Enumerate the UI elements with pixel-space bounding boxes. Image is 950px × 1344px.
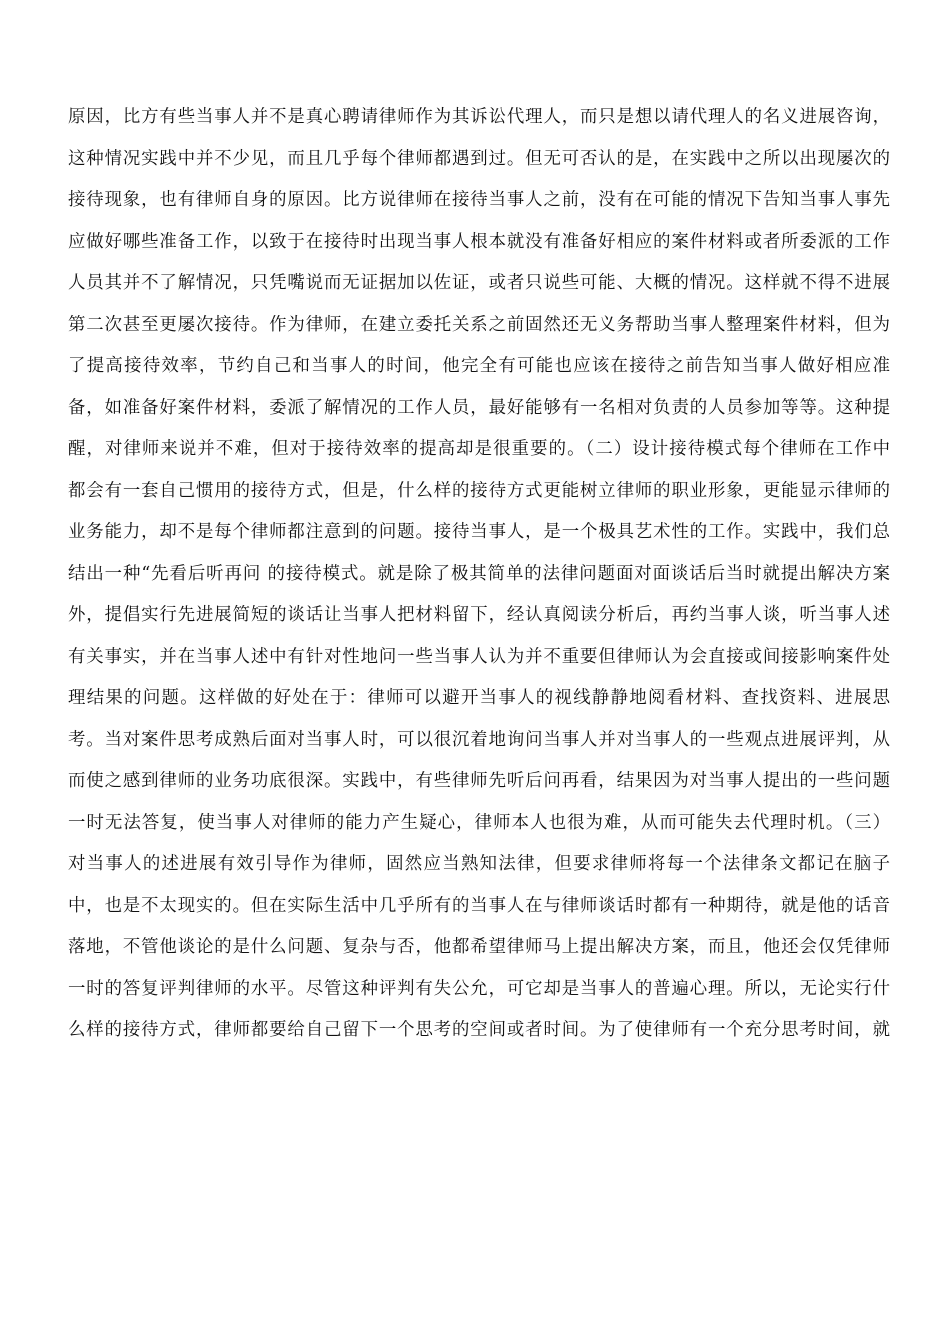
text-line: 备，如准备好案件材料，委派了解情况的工作人员，最好能够有一名相对负责的人员参加等等。这种提 (68, 397, 890, 418)
text-line: 而使之感到律师的业务功底很深。实践中，有些律师先听后问再看，结果因为对当事人提出的一些问题 (68, 771, 890, 791)
text-line: 结出一种“先看后听再问 的接待模式。就是除了极其简单的法律问题面对面谈话后当时就提出解决方案 (68, 563, 890, 584)
text-line: 接待现象，也有律师自身的原因。比方说律师在接待当事人之前，没有在可能的情况下告知当事人事先 (68, 190, 890, 210)
text-line: 原因，比方有些当事人并不是真心聘请律师作为其诉讼代理人，而只是想以请代理人的名义进展咨询， (68, 107, 890, 127)
text-line: 醒，对律师来说并不难，但对于接待效率的提高却是很重要的。（二）设计接待模式每个律师在工作中 (68, 439, 890, 459)
text-line: 第二次甚至更屡次接待。作为律师，在建立委托关系之前固然还无义务帮助当事人整理案件材料，但为 (68, 314, 890, 335)
text-line: 人员其并不了解情况，只凭嘴说而无证据加以佐证，或者只说些可能、大概的情况。这样就不得不进展 (68, 273, 890, 293)
text-line: 应做好哪些准备工作，以致于在接待时出现当事人根本就没有准备好相应的案件材料或者所委派的工作 (68, 231, 890, 252)
body-text (68, 97, 890, 1052)
text-line: 考。当对案件思考成熟后面对当事人时，可以很沉着地询问当事人并对当事人的一些观点进展评判，从 (68, 729, 890, 750)
text-line: 外，提倡实行先进展简短的谈话让当事人把材料留下，经认真阅读分析后，再约当事人谈，听当事人述 (68, 605, 890, 625)
text-line: 一时无法答复，使当事人对律师的能力产生疑心，律师本人也很为难，从而可能失去代理时机。（三） (68, 812, 890, 833)
text-line: 有关事实，并在当事人述中有针对性地问一些当事人认为并不重要但律师认为会直接或间接影响案件处 (68, 646, 890, 667)
text-line: 这种情况实践中并不少见，而且几乎每个律师都遇到过。但无可否认的是，在实践中之所以出现屡次的 (68, 148, 890, 169)
text-line: 理结果的问题。这样做的好处在于：律师可以避开当事人的视线静静地阅看材料、查找资料、进展思 (68, 688, 890, 708)
text-line: 都会有一套自己惯用的接待方式，但是，什么样的接待方式更能树立律师的职业形象，更能显示律师的 (68, 480, 890, 501)
text-line: 中，也是不太现实的。但在实际生活中几乎所有的当事人在与律师谈话时都有一种期待，就是他的话音 (68, 895, 890, 916)
text-line: 了提高接待效率，节约自己和当事人的时间，他完全有可能也应该在接待之前告知当事人做好相应准 (68, 356, 890, 376)
text-line: 业务能力，却不是每个律师都注意到的问题。接待当事人，是一个极具艺术性的工作。实践中，我们总 (68, 522, 890, 542)
text-line: 一时的答复评判律师的水平。尽管这种评判有失公允，可它却是当事人的普遍心理。所以，无论实行什 (68, 978, 890, 999)
text-line: 么样的接待方式，律师都要给自己留下一个思考的空间或者时间。为了使律师有一个充分思考时间，就 (68, 1020, 890, 1040)
text-line: 落地，不管他谈论的是什么问题、复杂与否，他都希望律师马上提出解决方案，而且，他还会仅凭律师 (68, 937, 890, 957)
text-line: 对当事人的述进展有效引导作为律师，固然应当熟知法律，但要求律师将每一个法律条文都记在脑子 (68, 854, 890, 874)
